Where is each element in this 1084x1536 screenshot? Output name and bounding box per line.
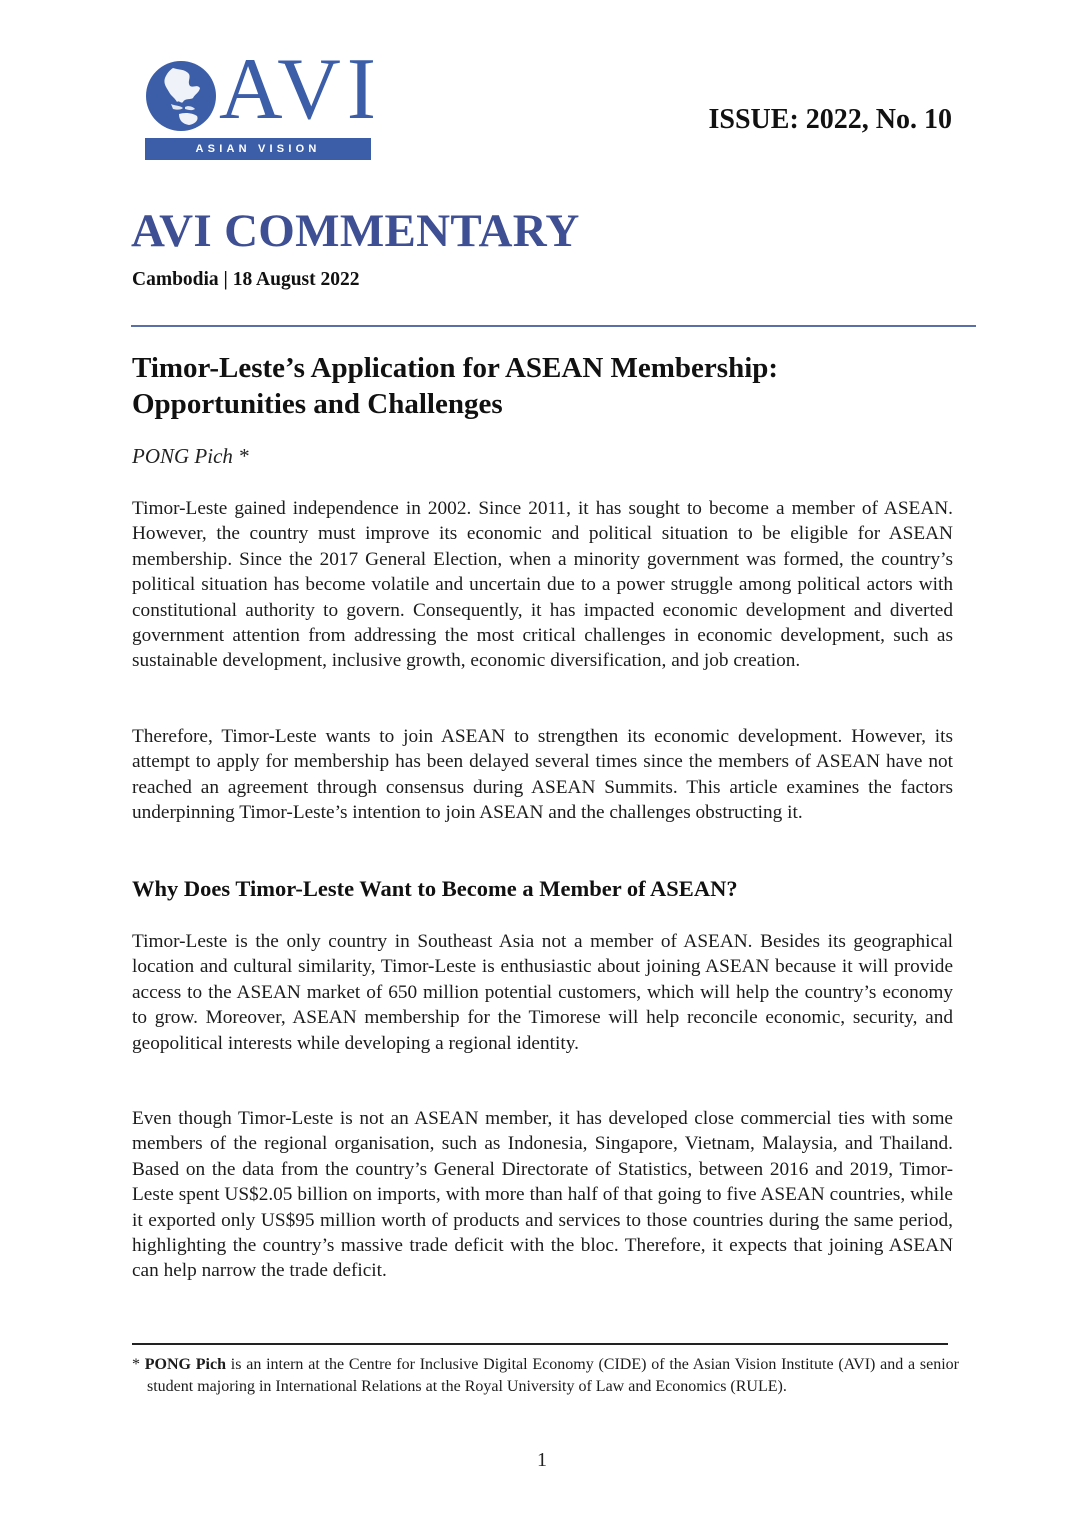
author-footnote [132,1354,959,1397]
footnote-text: is an intern at the Centre for Inclusive Digital Economy (CIDE) of the Asian Vision Institute (AVI) and a senior student majoring in International Relations at the Royal University of Law and Economics (RULE). [147,1356,959,1395]
issue-number: ISSUE: 2022, No. 10 [708,104,952,135]
globe-icon [145,60,217,132]
body-paragraph: Timor-Leste gained independence in 2002. Since 2011, it has sought to become a member of ASEAN. However, the country must improve its economic and political situation to be eligible for ASEAN membership. Since the 2017 General Election, when a minority government was formed, the country’s political situation has become volatile and uncertain due to a power struggle among political actors with constitutional authority to govern. Consequently, it has impacted economic development and diverted government attention from addressing the most critical challenges in economic development, such as sustainable development, inclusive growth, economic diversification, and job creation. [132,498,953,672]
logo-tagline: ASIAN VISION INSTITUTE [145,138,371,160]
dateline: Cambodia | 18 August 2022 [132,269,360,290]
footnote-marker: * [132,1356,145,1373]
body-paragraph: Timor-Leste is the only country in Southeast Asia not a member of ASEAN. Besides its geographical location and cultural similarity, Timor-Leste is enthusiastic about joining ASEAN because it will provide access to the ASEAN market of 650 million potential customers, which will help the country’s economy to grow. Moreover, ASEAN membership for the Timorese will help reconcile economic, security, and geopolitical interests while developing a regional identity. [132,931,953,1054]
article-title [132,350,952,422]
header-divider [131,325,976,327]
footnote-author-name: PONG Pich [144,1356,226,1373]
article-title-line-1: Timor-Leste’s Application for ASEAN Membership: [132,352,779,384]
avi-logo [145,41,383,177]
logo-wordmark: AVI [219,41,383,138]
body-paragraph: Even though Timor-Leste is not an ASEAN member, it has developed close commercial ties with some members of the regional organisation, such as Indonesia, Singapore, Vietnam, Malaysia, and Thailand. Based on the data from the country’s General Directorate of Statistics, between 2016 and 2019, Timor-Leste spent US$2.05 billion on imports, with more than half of that going to five ASEAN countries, while it exported only US$95 million worth of products and services to those countries during the same period, highlighting the country’s massive trade deficit with the bloc. Therefore, it expects that joining ASEAN can help narrow the trade deficit. [132,1108,953,1282]
page-number: 1 [537,1449,547,1471]
footnote-rule [132,1343,948,1345]
author-byline: PONG Pich * [132,444,249,468]
section-heading: Why Does Timor-Leste Want to Become a Member of ASEAN? [132,876,738,901]
article-title-line-2: Opportunities and Challenges [132,388,503,420]
body-paragraph: Therefore, Timor-Leste wants to join ASEAN to strengthen its economic development. However, its attempt to apply for membership has been delayed several times since the members of ASEAN have not reached an agreement through consensus during ASEAN Summits. This article examines the factors underpinning Timor-Leste’s intention to join ASEAN and the challenges obstructing it. [132,726,953,824]
document-type-heading: AVI COMMENTARY [131,205,580,257]
